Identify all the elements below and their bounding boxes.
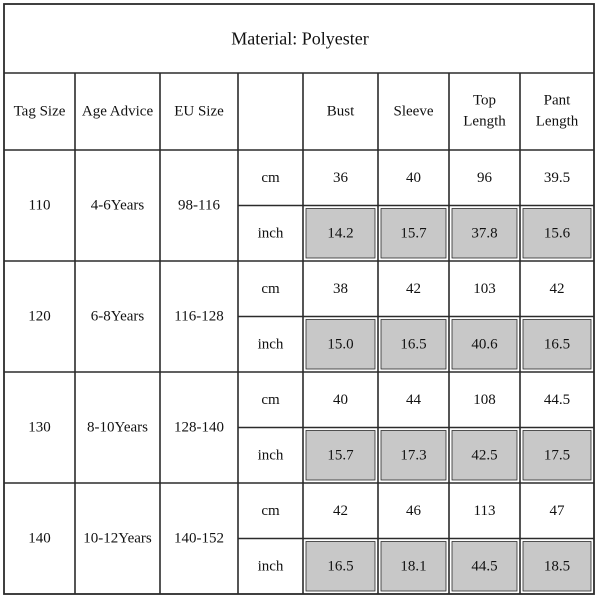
cell-inch-value: 17.3 bbox=[400, 447, 427, 464]
cell-cm-value: 113 bbox=[473, 502, 496, 519]
cell-eu-size: 128-140 bbox=[174, 419, 224, 436]
cell-inch-value: 16.5 bbox=[543, 336, 571, 353]
unit-label-cm: cm bbox=[261, 391, 280, 408]
cell-cm-value: 44.5 bbox=[543, 391, 571, 408]
cell-inch-value: 17.5 bbox=[543, 447, 571, 464]
header-top-length: Top Length bbox=[463, 92, 506, 130]
cell-cm-value: 36 bbox=[333, 169, 348, 186]
table-border bbox=[4, 4, 594, 594]
cell-cm-value: 47 bbox=[549, 502, 565, 519]
cell-inch-value: 15.6 bbox=[543, 225, 571, 242]
cell-age-advice: 10-12Years bbox=[83, 530, 152, 547]
cell-cm-value: 42 bbox=[549, 280, 565, 297]
unit-label-cm: cm bbox=[261, 169, 280, 186]
cell-cm-value: 42 bbox=[333, 502, 348, 519]
unit-label-inch: inch bbox=[257, 447, 284, 464]
cell-cm-value: 44 bbox=[406, 391, 421, 408]
header-bust: Bust bbox=[326, 103, 355, 120]
header-pant-length: Pant Length bbox=[535, 92, 579, 130]
unit-label-cm: cm bbox=[261, 280, 280, 297]
cell-cm-value: 103 bbox=[473, 280, 496, 297]
cell-cm-value: 46 bbox=[406, 502, 421, 519]
cell-eu-size: 140-152 bbox=[174, 530, 224, 547]
cell-cm-value: 39.5 bbox=[543, 169, 571, 186]
cell-age-advice: 8-10Years bbox=[87, 419, 148, 436]
cell-inch-value: 16.5 bbox=[400, 336, 427, 353]
cell-tag-size: 140 bbox=[28, 530, 51, 547]
cell-inch-value: 14.2 bbox=[327, 225, 354, 242]
unit-label-inch: inch bbox=[257, 336, 284, 353]
cell-inch-value: 42.5 bbox=[471, 447, 498, 464]
unit-label-cm: cm bbox=[261, 502, 280, 519]
cell-eu-size: 98-116 bbox=[178, 197, 220, 214]
cell-eu-size: 116-128 bbox=[174, 308, 224, 325]
cell-inch-value: 15.0 bbox=[327, 336, 354, 353]
cell-cm-value: 38 bbox=[333, 280, 348, 297]
cell-inch-value: 18.5 bbox=[543, 558, 571, 575]
cell-age-advice: 6-8Years bbox=[90, 308, 145, 325]
cell-inch-value: 18.1 bbox=[400, 558, 427, 575]
cell-cm-value: 42 bbox=[406, 280, 421, 297]
cell-age-advice: 4-6Years bbox=[90, 197, 145, 214]
cell-tag-size: 110 bbox=[28, 197, 51, 214]
cell-cm-value: 40 bbox=[333, 391, 348, 408]
unit-label-inch: inch bbox=[257, 225, 284, 242]
table-title: Material: Polyester bbox=[231, 28, 369, 49]
cell-cm-value: 108 bbox=[473, 391, 496, 408]
cell-inch-value: 15.7 bbox=[400, 225, 427, 242]
cell-inch-value: 16.5 bbox=[327, 558, 354, 575]
cell-inch-value: 44.5 bbox=[471, 558, 498, 575]
cell-tag-size: 120 bbox=[28, 308, 51, 325]
header-sleeve: Sleeve bbox=[393, 103, 434, 120]
header-eu-size: EU Size bbox=[174, 103, 224, 120]
cell-cm-value: 40 bbox=[406, 169, 421, 186]
unit-label-inch: inch bbox=[257, 558, 284, 575]
cell-inch-value: 40.6 bbox=[471, 336, 498, 353]
cell-tag-size: 130 bbox=[28, 419, 51, 436]
cell-inch-value: 37.8 bbox=[471, 225, 498, 242]
cell-cm-value: 96 bbox=[477, 169, 492, 186]
header-tag-size: Tag Size bbox=[13, 103, 66, 120]
cell-inch-value: 15.7 bbox=[327, 447, 354, 464]
header-age-advice: Age Advice bbox=[81, 103, 154, 120]
